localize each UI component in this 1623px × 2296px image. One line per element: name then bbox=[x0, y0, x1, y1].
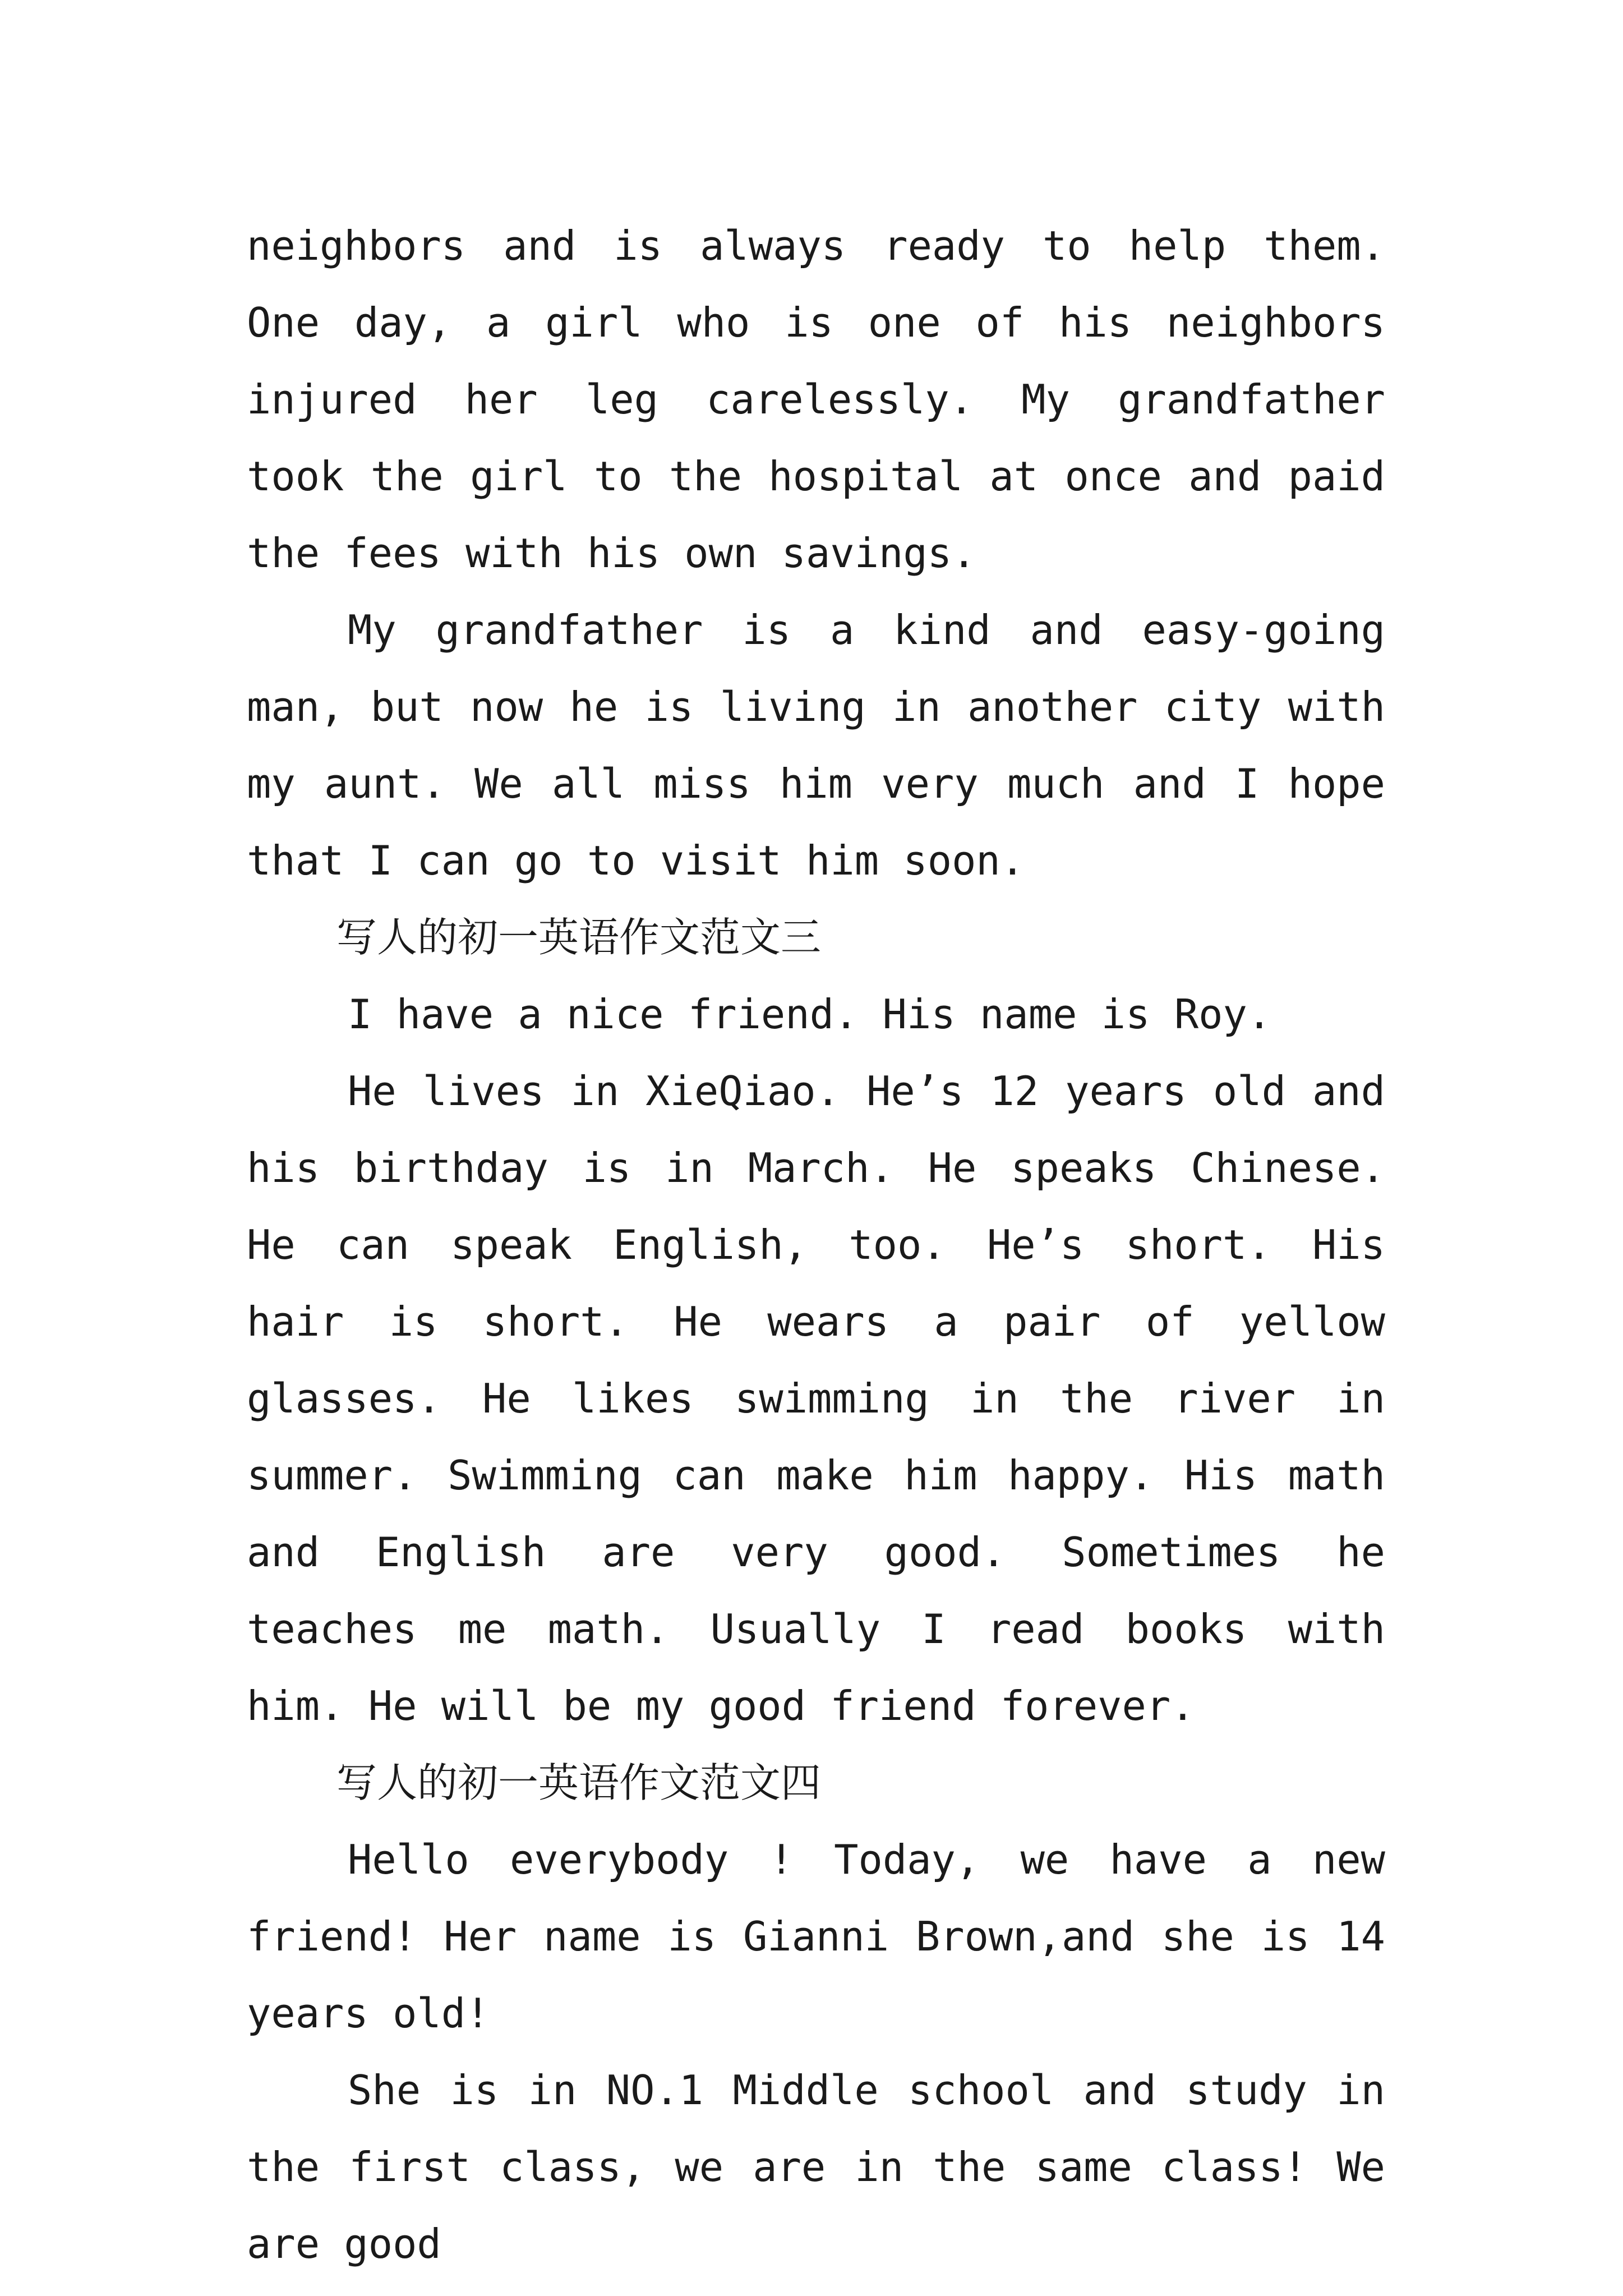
paragraph-nice-friend: I have a nice friend. His name is Roy. bbox=[348, 991, 1272, 1038]
paragraph-grandfather-neighbors: neighbors and is always ready to help them. One day, a girl who is one of his neighbors injured her leg carelessly. My grandfather took the girl to the hospital at once and paid the fees with his own savings. bbox=[247, 222, 1385, 577]
section-heading-four: 写人的初一英语作文范文四 bbox=[336, 1759, 822, 1806]
paragraph-middle-school: She is in NO.1 Middle school and study in the first class, we are in the same class! We are good bbox=[247, 2067, 1385, 2267]
section-heading-three: 写人的初一英语作文范文三 bbox=[336, 914, 822, 961]
document-body bbox=[247, 208, 1385, 2283]
paragraph-hello-everybody: Hello everybody ! Today, we have a new friend! Her name is Gianni Brown,and she is 14 years old! bbox=[247, 1836, 1385, 2037]
paragraph-grandfather-kind: My grandfather is a kind and easy-going man, but now he is living in another city with my aunt. We all miss him very much and I hope that I can go to visit him soon. bbox=[247, 606, 1385, 884]
paragraph-roy-description: He lives in XieQiao. He’s 12 years old and his birthday is in March. He speaks Chinese. He can speak English, too. He’s short. His hair is short. He wears a pair of yellow glasses. He likes swimming in the river in summer. Swimming can make him happy. His math and English are very good. Sometimes he teaches me math. Usually I read books with him. He will be my good friend forever. bbox=[247, 1068, 1385, 1729]
